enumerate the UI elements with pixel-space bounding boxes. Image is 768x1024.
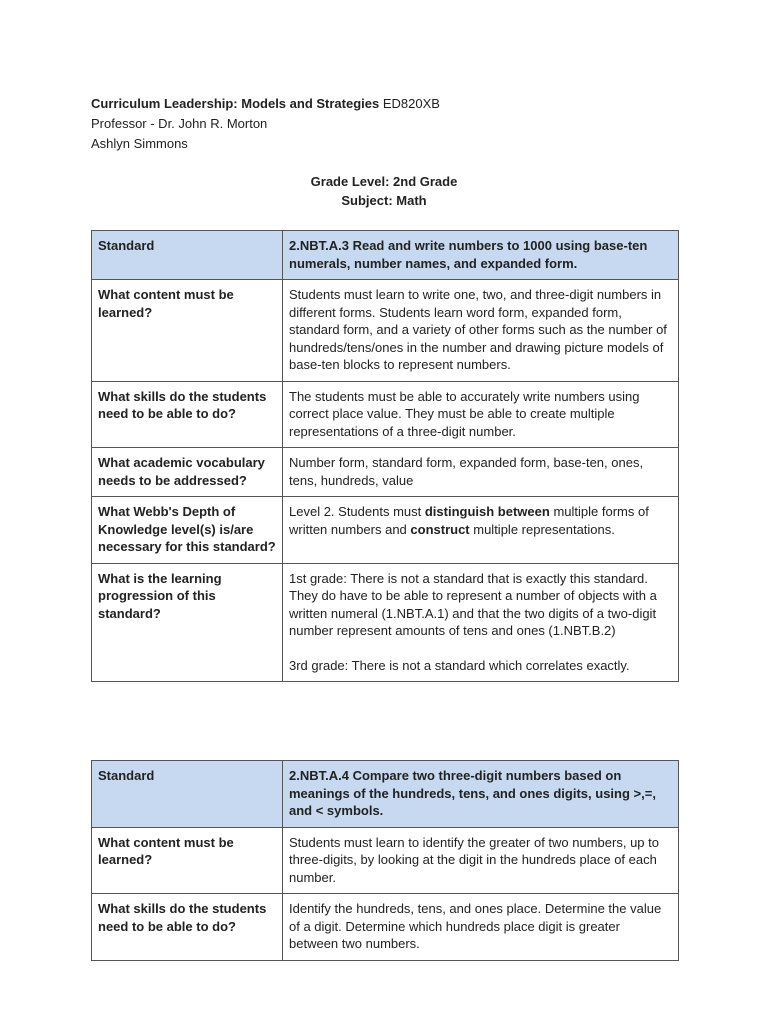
standard-label: Standard [92, 231, 283, 280]
question-cell: What skills do the students need to be able to do? [92, 894, 283, 961]
standard-text: 2.NBT.A.3 Read and write numbers to 1000 using base-ten numerals, number names, and expanded form. [283, 231, 679, 280]
table-row [92, 231, 679, 280]
table-row [92, 448, 679, 497]
question-cell: What content must be learned? [92, 280, 283, 382]
table-row [92, 280, 679, 382]
course-line [91, 94, 440, 114]
standard-text: 2.NBT.A.4 Compare two three-digit numbers based on meanings of the hundreds, tens, and ones digits, using >,=, and < symbols. [283, 761, 679, 828]
progression-first-grade: 1st grade: There is not a standard that is exactly this standard. They do have to be able to represent a number of objects with a written numeral (1.NBT.A.1) and that the two digits of a two-digit number represent amounts of tens and ones (1.NBT.B.2) [289, 570, 657, 638]
table-row [92, 381, 679, 448]
answer-cell: Identify the hundreds, tens, and ones place. Determine the value of a digit. Determine which hundreds place digit is greater between two numbers. [283, 894, 679, 961]
table-row [92, 827, 679, 894]
table-row [92, 761, 679, 828]
course-code: ED820XB [382, 96, 440, 111]
answer-cell: The students must be able to accurately write numbers using correct place value. They must be able to create multiple representations of a three-digit number. [283, 381, 679, 448]
grade-level: Grade Level: 2nd Grade [310, 174, 458, 189]
professor-line: Professor - Dr. John R. Morton [91, 116, 268, 131]
question-cell: What academic vocabulary needs to be addressed? [92, 448, 283, 497]
answer-cell: Number form, standard form, expanded form, base-ten, ones, tens, hundreds, value [283, 448, 679, 497]
answer-cell: Students must learn to write one, two, and three-digit numbers in different forms. Students learn word form, expanded form, standard form, and a variety of other forms such as the number of hundreds/tens/ones in the number and drawing picture models of base-ten blocks to represent numbers. [283, 280, 679, 382]
table-row [92, 497, 679, 564]
standard-table-1 [91, 230, 679, 682]
answer-text: multiple forms of written numbers and [289, 504, 649, 537]
emphasis-text: distinguish between [424, 504, 550, 519]
question-cell: What skills do the students need to be able to do? [92, 381, 283, 448]
subject: Subject: Math [341, 193, 427, 208]
document-header [91, 94, 440, 154]
question-cell: What Webb's Depth of Knowledge level(s) is/are necessary for this standard? [92, 497, 283, 564]
answer-text: Level 2. Students must [289, 504, 425, 519]
answer-cell [283, 563, 679, 682]
author-line: Ashlyn Simmons [91, 136, 188, 151]
emphasis-text: construct [410, 521, 470, 537]
course-title: Curriculum Leadership: Models and Strategies [91, 96, 380, 111]
question-cell: What is the learning progression of this standard? [92, 563, 283, 682]
standard-table-2 [91, 760, 679, 961]
standard-label: Standard [92, 761, 283, 828]
question-cell: What content must be learned? [92, 827, 283, 894]
progression-third-grade: 3rd grade: There is not a standard which correlates exactly. [289, 657, 630, 673]
table-row [92, 563, 679, 682]
table-row [92, 894, 679, 961]
answer-cell: Students must learn to identify the greater of two numbers, up to three-digits, by looking at the digit in the hundreds place of each number. [283, 827, 679, 894]
answer-text: multiple representations. [469, 521, 615, 537]
answer-cell [283, 497, 679, 564]
